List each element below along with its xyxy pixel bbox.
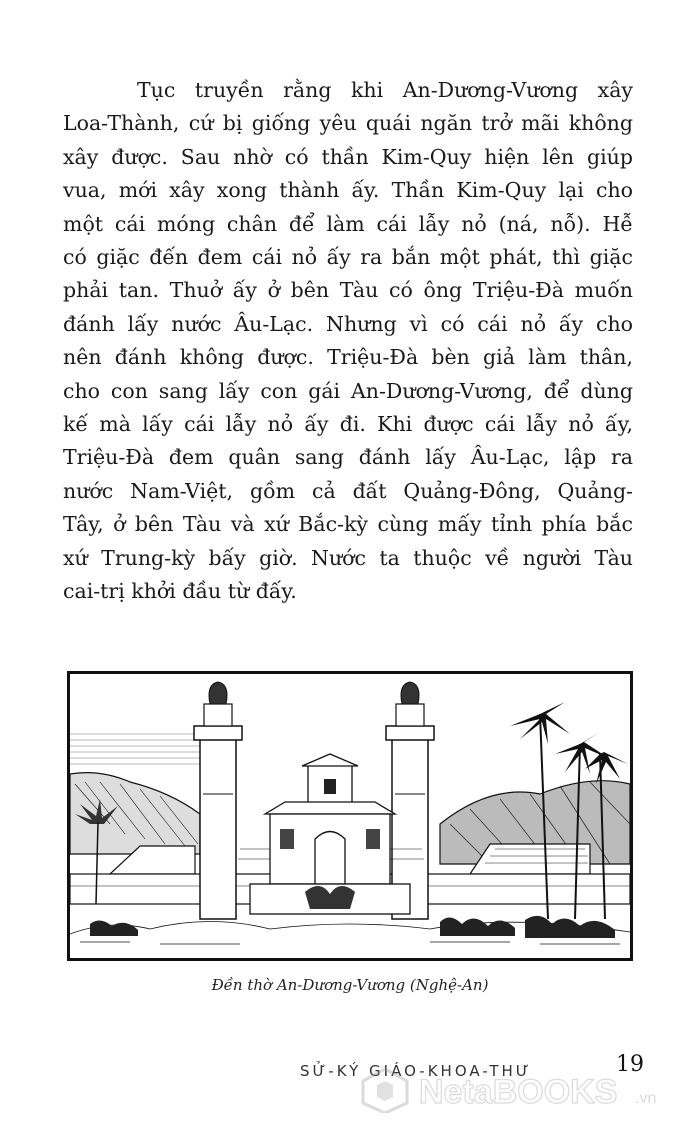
paragraph-line: nên đánh không được. Triệu-Đà bèn giả làm thân,: [63, 345, 633, 370]
paragraph-line: Tục truyền rằng khi An-Dương-Vương xây: [137, 78, 633, 102]
svg-text:.vn: .vn: [635, 1090, 657, 1107]
paragraph-line: cai-trị khởi đầu từ đấy.: [63, 579, 297, 604]
paragraph-line: một cái móng chân để làm cái lẫy nỏ (ná, nỗ). Hễ: [63, 211, 633, 236]
paragraph-line: Triệu-Đà đem quân sang đánh lấy Âu-Lạc, lập ra: [63, 445, 633, 470]
paragraph-line: có giặc đến đem cái nỏ ấy ra bắn một phát, thì giặc: [63, 245, 633, 270]
paragraph-line: đánh lấy nước Âu-Lạc. Nhưng vì có cái nỏ ấy cho: [63, 311, 633, 336]
temple-drawing: [70, 674, 630, 958]
left-pillar: [194, 682, 242, 919]
paragraph-line: Loa-Thành, cứ bị giống yêu quái ngăn trở mãi không: [63, 111, 633, 136]
paragraph-line: vua, mới xây xong thành ấy. Thần Kim-Quy lại cho: [63, 178, 633, 203]
paragraph-line: nước Nam-Việt, gồm cả đất Quảng-Đông, Quảng-: [63, 478, 633, 503]
paragraph-line: phải tan. Thuở ấy ở bên Tàu có ông Triệu-Đà muốn: [63, 278, 633, 303]
svg-text:NetaBOOKS: NetaBOOKS: [419, 1073, 618, 1111]
page-number: 19: [616, 1052, 644, 1077]
paragraph-line: xứ Trung-kỳ bấy giờ. Nước ta thuộc về người Tàu: [63, 545, 633, 570]
figure-caption: Đền thờ An-Dương-Vương (Nghệ-An): [211, 976, 489, 994]
body-paragraph: [63, 74, 633, 609]
temple-illustration: [67, 671, 633, 961]
paragraph-line: kế mà lấy cái lẫy nỏ ấy đi. Khi được cái lẫy nỏ ấy,: [63, 412, 633, 437]
paragraph-line: xây được. Sau nhờ có thần Kim-Quy hiện lên giúp: [63, 144, 633, 169]
paragraph-line: cho con sang lấy con gái An-Dương-Vương, để dùng: [63, 378, 633, 403]
running-title: SỬ-KÝ GIÁO-KHOA-THƯ: [300, 1062, 532, 1080]
paragraph-line: Tây, ở bên Tàu và xứ Bắc-kỳ cùng mấy tỉnh phía bắc: [63, 512, 633, 537]
watermark-logo: [355, 1065, 685, 1113]
